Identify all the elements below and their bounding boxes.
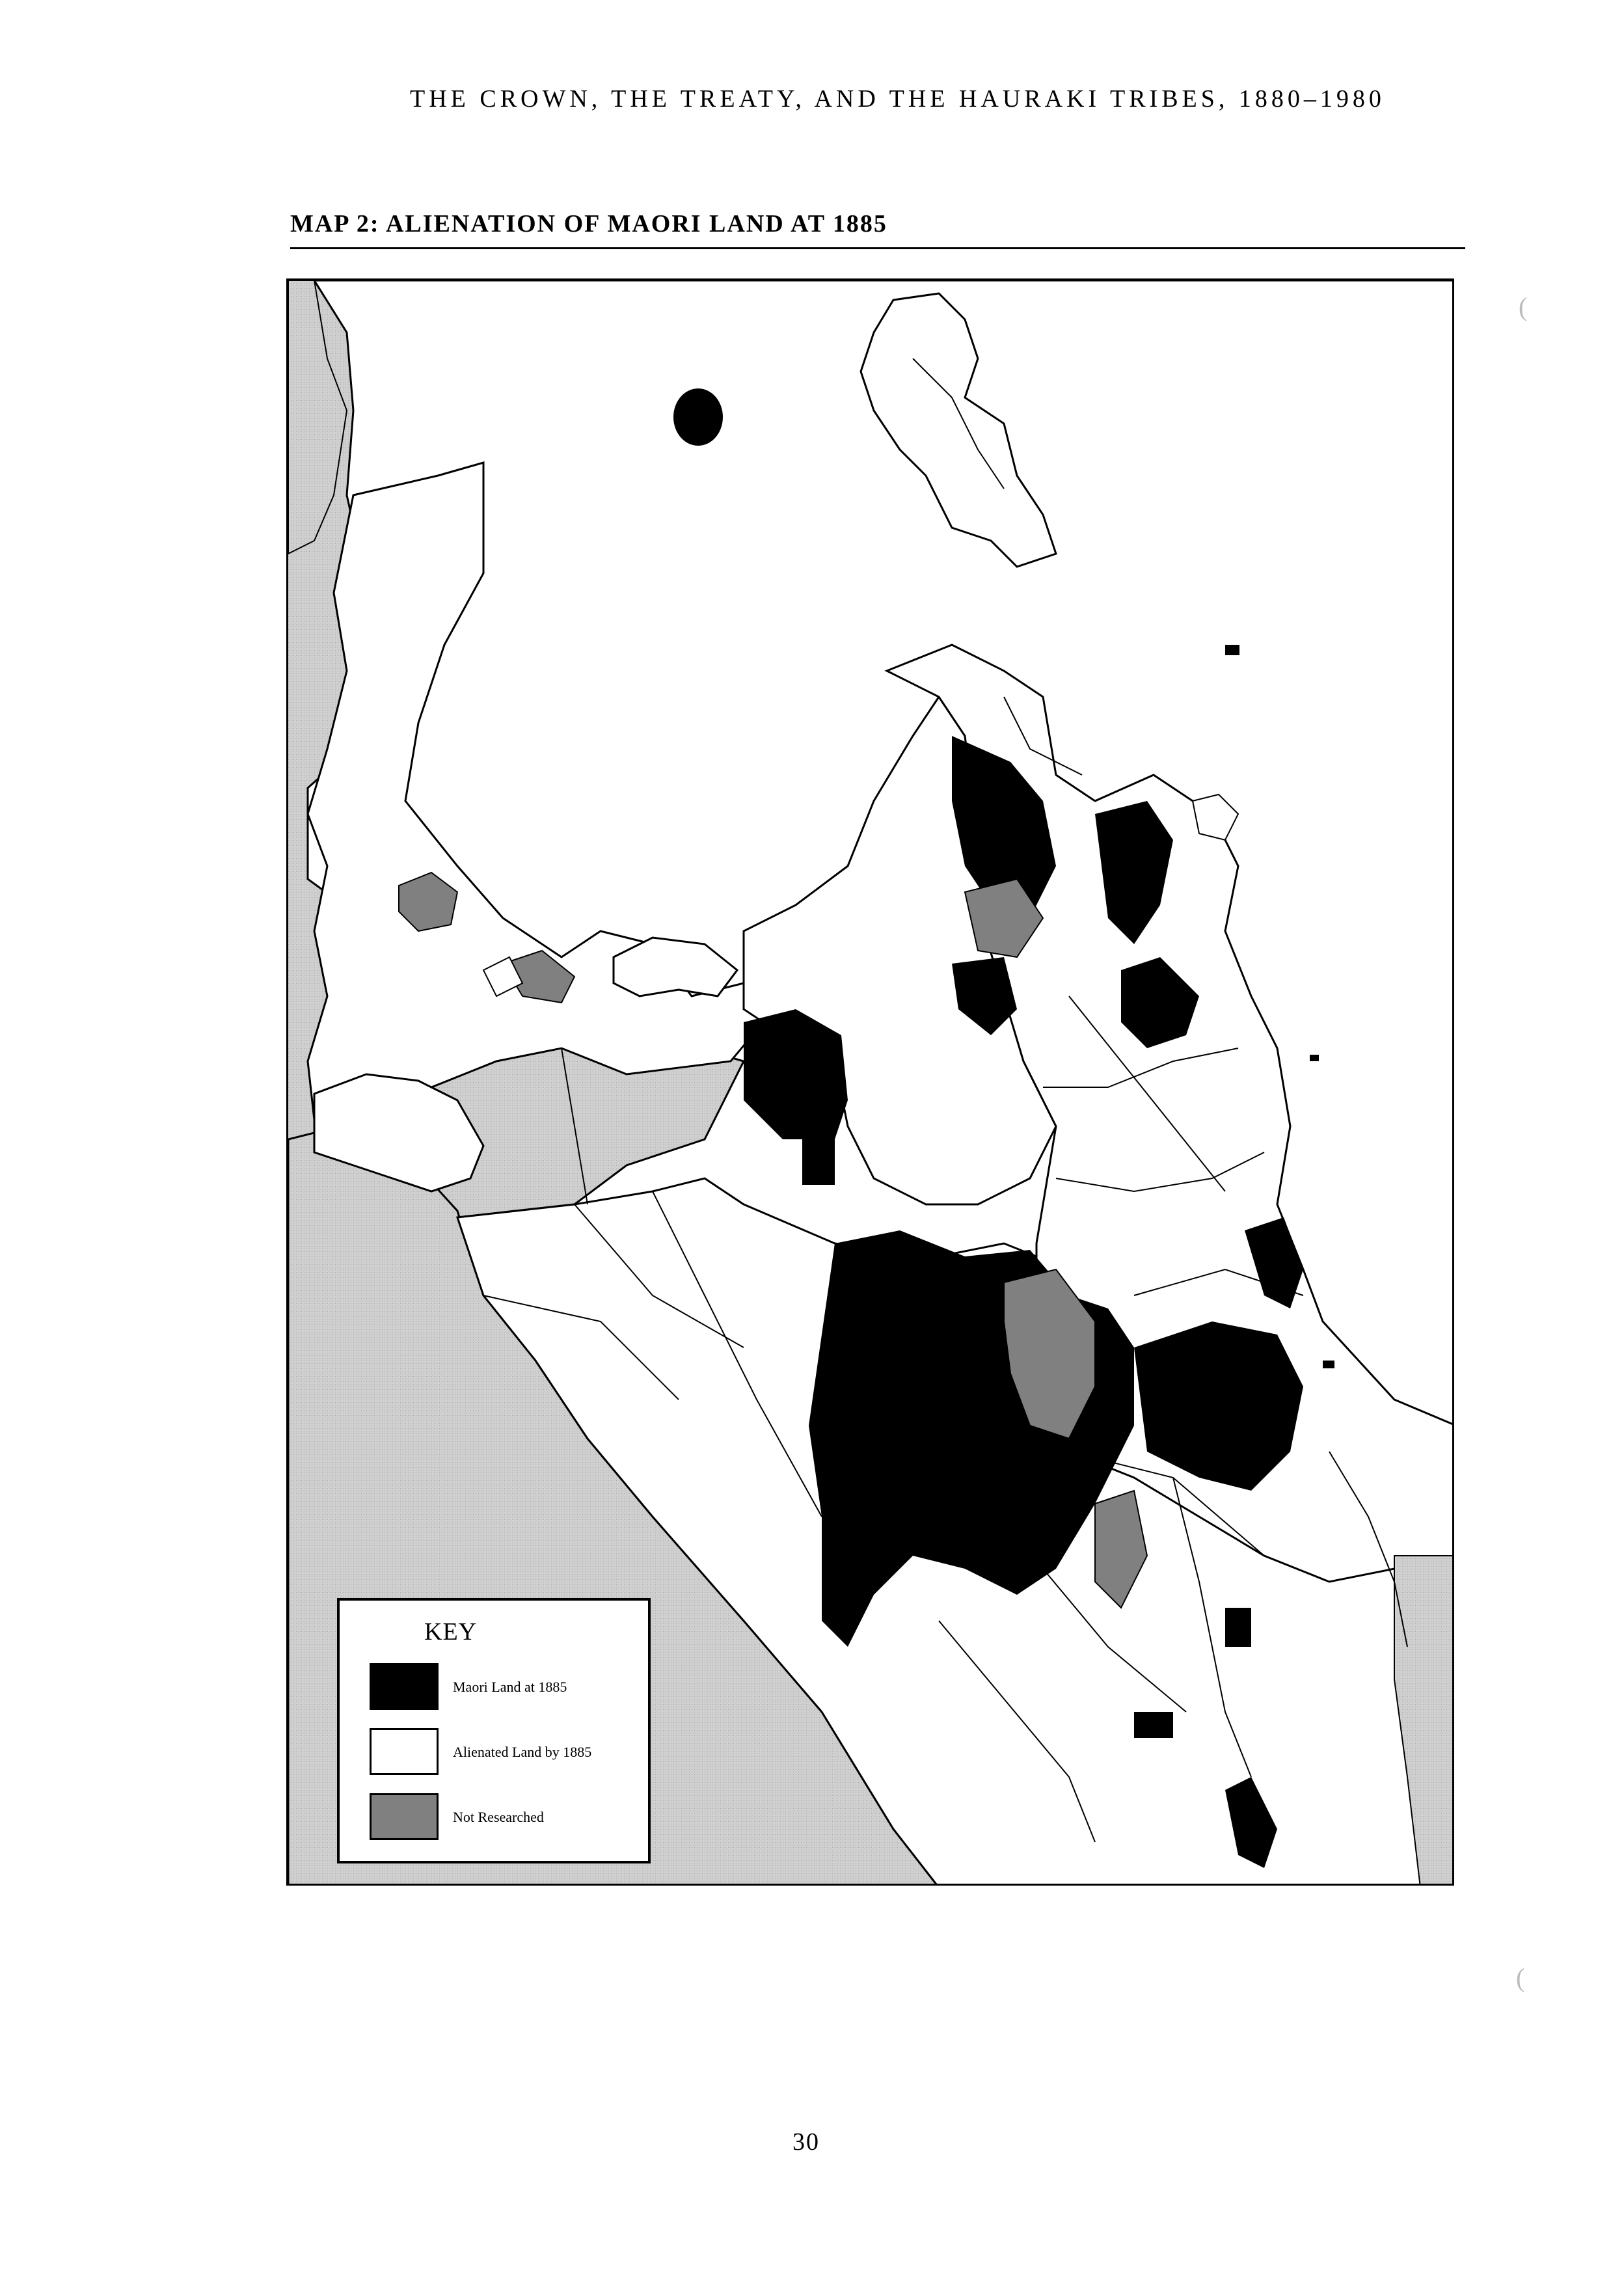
key-item-alienated-land (370, 1728, 643, 1779)
key-title: KEY (424, 1618, 478, 1646)
maori-land-south-3 (1225, 1608, 1251, 1647)
not-researched-swatch (370, 1793, 439, 1840)
maori-land-hunua-2 (802, 1139, 835, 1185)
little-barrier-island (673, 388, 723, 446)
running-head: THE CROWN, THE TREATY, AND THE HAURAKI TRIBES, 1880–1980 (410, 85, 1385, 113)
title-rule (290, 247, 1465, 249)
map-key (337, 1598, 651, 1863)
key-item-maori-land (370, 1663, 643, 1714)
small-island-east (1310, 1055, 1319, 1061)
maori-land-south-2 (1134, 1712, 1173, 1738)
margin-mark: ( (1519, 292, 1528, 321)
map-title: MAP 2: ALIENATION OF MAORI LAND AT 1885 (290, 210, 887, 237)
small-island-east-2 (1323, 1361, 1334, 1368)
key-item-label: Maori Land at 1885 (453, 1679, 567, 1695)
margin-mark: ( (1516, 1963, 1525, 1992)
small-island-maori (1225, 645, 1239, 655)
key-item-label: Alienated Land by 1885 (453, 1744, 592, 1760)
key-item-not-researched (370, 1793, 643, 1844)
maori-land-swatch (370, 1663, 439, 1710)
key-item-label: Not Researched (453, 1809, 544, 1825)
alienated-land-swatch (370, 1728, 439, 1775)
page-number: 30 (792, 2128, 820, 2156)
